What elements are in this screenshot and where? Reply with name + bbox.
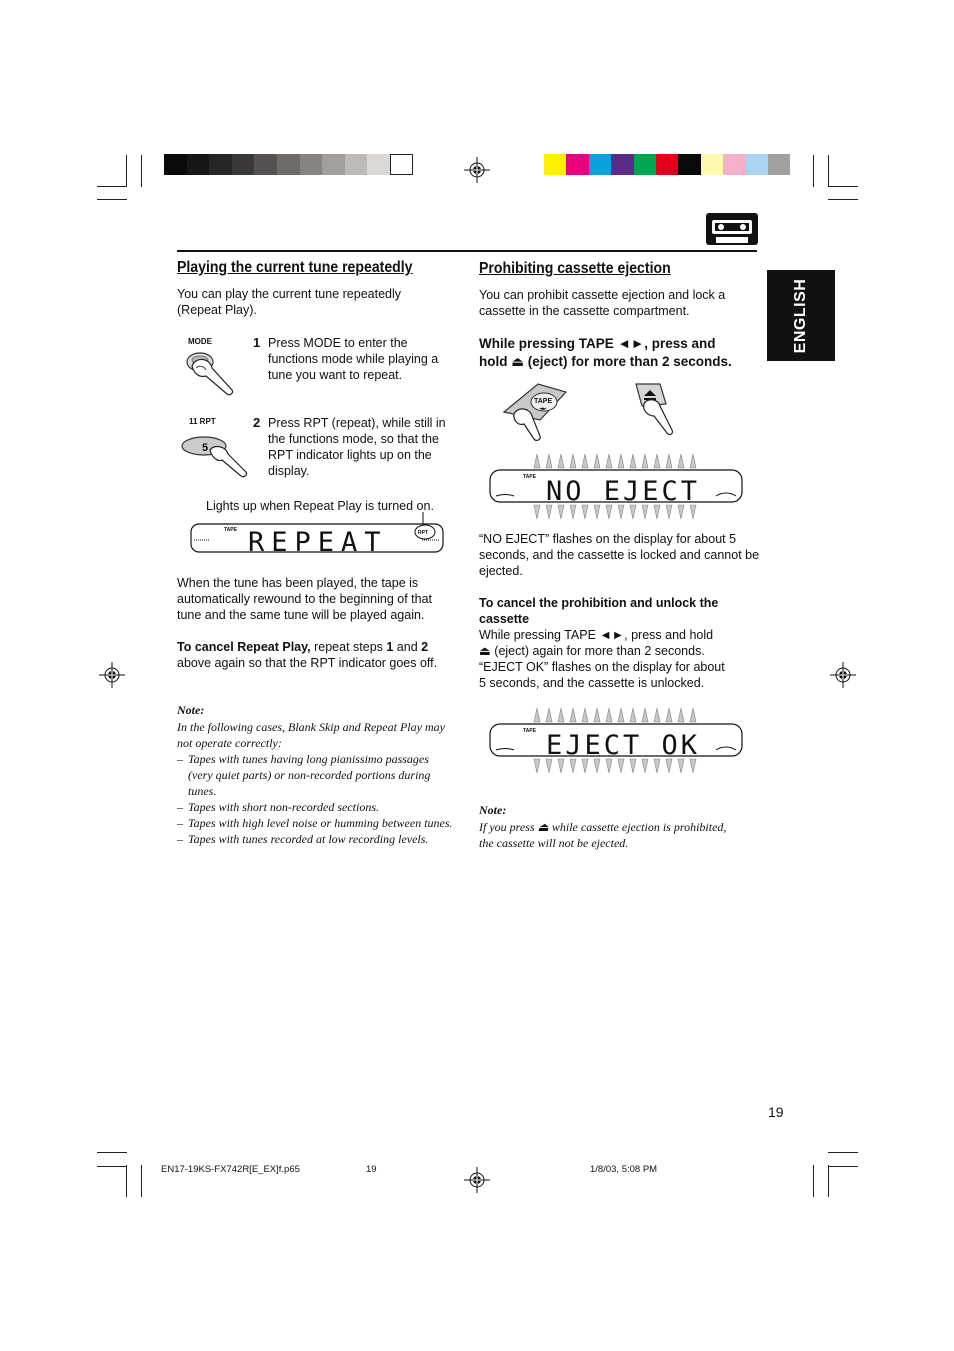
color-swatch [209, 154, 232, 175]
no-eject-lcd-display [488, 450, 746, 524]
section-heading-repeat: Playing the current tune repeatedly [177, 259, 413, 276]
eject-intro: You can prohibit cassette ejection and lock a cassette in the cassette compartment. [479, 288, 726, 318]
note-list-item: – Tapes with high level noise or humming between tunes. [177, 816, 453, 830]
color-swatch [634, 154, 656, 175]
cancel-prohibition-heading: To cancel the prohibition and unlock the cassette [479, 596, 719, 626]
color-swatch [589, 154, 611, 175]
tape-button-label: TAPE [534, 398, 553, 405]
language-tab-label: ENGLISH [792, 278, 809, 353]
registration-mark-icon [464, 1167, 490, 1193]
no-eject-explanation: “NO EJECT” flashes on the display for about 5 seconds, and the cassette is locked and cannot be ejected. [479, 532, 760, 578]
color-swatch [187, 154, 210, 175]
color-swatch [345, 154, 368, 175]
note-heading: Note: [479, 803, 507, 817]
note-heading: Note: [177, 703, 205, 717]
color-swatch [367, 154, 390, 175]
page-number: 19 [768, 1104, 784, 1120]
eject-instruction: While pressing TAPE ◄►, press and hold ⏏ (eject) for more than 2 seconds. [479, 336, 732, 369]
display-no-eject-text: NO EJECT [546, 476, 701, 507]
mode-button-press-icon [182, 346, 238, 398]
cancel-repeat-paragraph: To cancel Repeat Play, repeat steps 1 and 2 above again so that the RPT indicator goes off. [177, 640, 438, 670]
note-list-item: – Tapes with tunes having long pianissimo passages (very quiet parts) or non-recorded portions during tunes. [177, 752, 431, 798]
color-swatch [232, 154, 255, 175]
note-body [177, 719, 453, 847]
mode-button-label: MODE [188, 337, 212, 346]
header-rule [177, 250, 757, 252]
section-heading-eject: Prohibiting cassette ejection [479, 260, 671, 277]
color-swatch [164, 154, 187, 175]
display-repeat-text: REPEAT [248, 527, 388, 555]
step2-text: Press RPT (repeat), while still in the functions mode, so that the RPT indicator lights up on the display. [268, 416, 446, 478]
tape-button-press-icon [500, 382, 572, 444]
eject-button-press-icon [632, 382, 682, 437]
color-swatch [701, 154, 723, 175]
color-swatch [611, 154, 633, 175]
footer-filename: EN17-19KS-FX742R[E_EX]f.p65 [161, 1164, 300, 1175]
step-number: 2 [253, 415, 261, 430]
footer-page: 19 [366, 1164, 377, 1175]
color-swatch [277, 154, 300, 175]
color-swatch [678, 154, 700, 175]
color-swatch [544, 154, 566, 175]
cassette-icon [706, 213, 758, 245]
rpt-button-label: 11 RPT [189, 417, 216, 426]
repeat-intro: You can play the current tune repeatedly (Repeat Play). [177, 287, 401, 317]
color-swatch [656, 154, 678, 175]
display-caption: Lights up when Repeat Play is turned on. [206, 499, 434, 513]
color-swatch [254, 154, 277, 175]
display-source-label: TAPE [224, 527, 237, 533]
registration-mark-icon [464, 157, 490, 183]
rpt-button-press-icon [180, 430, 250, 480]
color-swatch [566, 154, 588, 175]
color-swatch [322, 154, 345, 175]
step-number: 1 [253, 335, 261, 350]
svg-text:◄►: ◄► [539, 406, 547, 412]
registration-mark-icon [99, 662, 125, 688]
registration-mark-icon [830, 662, 856, 688]
rpt-button-face: 5 [202, 442, 209, 454]
rpt-indicator: RPT [418, 530, 428, 536]
color-swatch [746, 154, 768, 175]
eject-note-body: If you press ⏏ while cassette ejection is prohibited, the cassette will not be ejected. [479, 820, 727, 850]
note-list-item: – Tapes with tunes recorded at low recording levels. [177, 832, 429, 846]
footer-date: 1/8/03, 5:08 PM [590, 1164, 658, 1175]
step1-text: Press MODE to enter the functions mode while playing a tune you want to repeat. [268, 336, 439, 382]
language-tab [767, 270, 835, 361]
cancel-prohibition-text: While pressing TAPE ◄►, press and hold ⏏ (eject) again for more than 2 seconds. “EJECT OK” flashes on the display for about 5 seconds, and the cassette is unlocked. [479, 628, 725, 690]
note-intro: In the following cases, Blank Skip and Repeat Play may not operate correctly: [177, 720, 445, 750]
repeat-paragraph: When the tune has been played, the tape is automatically rewound to the beginning of that tune and the same tune will be played again. [177, 576, 433, 622]
color-swatch [723, 154, 745, 175]
display-source-label: TAPE [523, 728, 536, 734]
note-list-item: – Tapes with short non-recorded sections. [177, 800, 379, 814]
color-swatch [768, 154, 790, 175]
color-swatch [390, 154, 413, 175]
color-swatch [300, 154, 323, 175]
display-eject-ok-text: EJECT OK [546, 730, 701, 761]
display-source-label: TAPE [523, 474, 536, 480]
repeat-lcd-display [190, 521, 445, 555]
eject-ok-lcd-display [488, 704, 746, 778]
